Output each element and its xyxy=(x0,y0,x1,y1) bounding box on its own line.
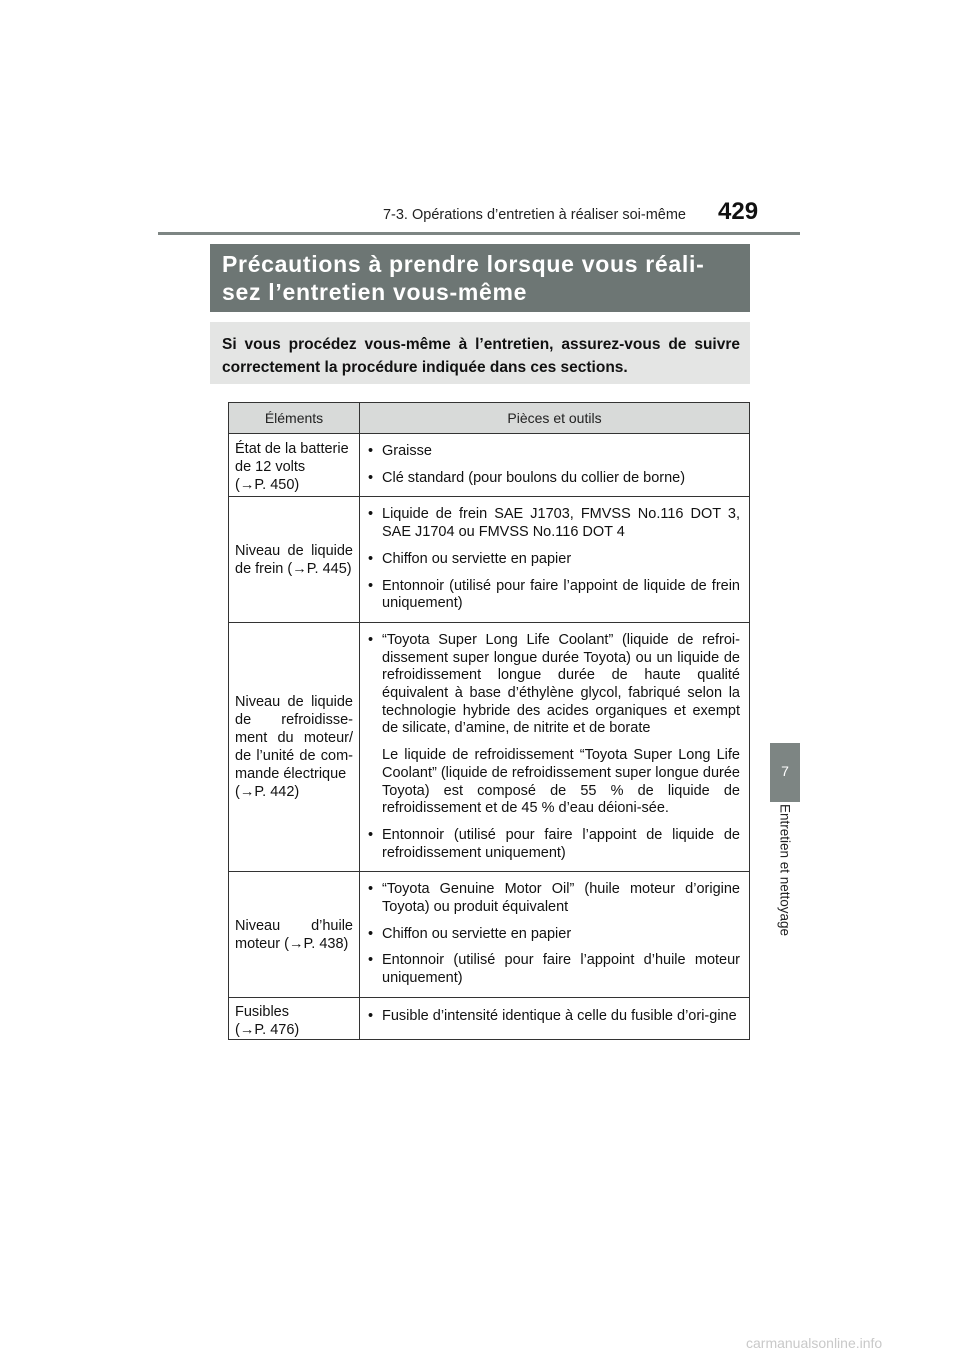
table-row xyxy=(229,872,750,998)
item-line: Niveau de liquide de refroidisse-ment du moteur/ de l’unité de com-mande électrique xyxy=(235,694,353,783)
section-title-line-2: sez l’entretien vous-même xyxy=(222,279,528,305)
table-row xyxy=(229,497,750,623)
item-cell-battery xyxy=(229,434,360,497)
section-title xyxy=(210,244,750,312)
parts-cell-engine-oil xyxy=(360,872,750,998)
list-item: • “Toyota Genuine Motor Oil” (huile moteur d’origine Toyota) ou produit équivalent xyxy=(366,881,740,916)
chapter-header-title: 7-3. Opérations d’entretien à réaliser soi-même xyxy=(382,207,686,223)
item-line: Niveau d’huile moteur (→P. 438) xyxy=(235,917,353,952)
list-item: • Chiffon ou serviette en papier xyxy=(366,926,740,944)
item-line: État de la batterie xyxy=(235,441,349,457)
page-number: 429 xyxy=(718,198,759,225)
item-line: Fusibles xyxy=(235,1003,289,1020)
column-header-items: Éléments xyxy=(229,403,360,434)
list-item: • Chiffon ou serviette en papier xyxy=(366,551,740,569)
list-item: • Clé standard (pour boulons du collier de borne) xyxy=(366,470,740,488)
chapter-tab-rule xyxy=(770,800,800,802)
list-item: • Entonnoir (utilisé pour faire l’appoint de liquide de refroidissement uniquement) xyxy=(366,827,740,862)
chapter-side-label: Entretien et nettoyage xyxy=(777,803,793,937)
item-page-ref: (→P. 450) xyxy=(235,477,300,493)
header-rule xyxy=(158,232,800,235)
column-header-parts: Pièces et outils xyxy=(360,403,750,434)
coolant-note: Le liquide de refroidissement “Toyota Super Long Life Coolant” (liquide de refroidissement super longue durée Toyota) est composé de 55 % de liquide de refroidissement et de 45 % d’eau déioni-sée. xyxy=(382,747,740,817)
parts-cell-fuses xyxy=(360,997,750,1039)
footer-watermark: carmanualsonline.info xyxy=(746,1335,883,1351)
item-page-ref: (→P. 442) xyxy=(235,784,300,801)
item-page-ref: (→P. 476) xyxy=(235,1021,300,1038)
item-cell-brake-fluid xyxy=(229,497,360,623)
maintenance-parts-table xyxy=(228,402,750,1040)
chapter-tab: 7 xyxy=(770,743,800,800)
table-row xyxy=(229,997,750,1039)
parts-cell-coolant xyxy=(360,622,750,871)
list-item: • Liquide de frein SAE J1703, FMVSS No.116 DOT 3, SAE J1704 ou FMVSS No.116 DOT 4 xyxy=(366,506,740,541)
intro-box: Si vous procédez vous-même à l’entretien, assurez-vous de suivre correctement la procédure indiquée dans ces sections. xyxy=(210,322,750,384)
item-line: de 12 volts xyxy=(235,459,306,475)
item-cell-engine-oil xyxy=(229,872,360,998)
list-item: • Graisse xyxy=(366,443,740,461)
section-title-line-1: Précautions à prendre lorsque vous réali- xyxy=(222,251,705,277)
table-row xyxy=(229,622,750,871)
item-cell-coolant xyxy=(229,622,360,871)
item-line: Niveau de liquide de frein (→P. 445) xyxy=(235,542,353,577)
list-item: • Entonnoir (utilisé pour faire l’appoint de liquide de frein uniquement) xyxy=(366,578,740,613)
table-row xyxy=(229,434,750,497)
list-item: • Fusible d’intensité identique à celle du fusible d’ori-gine xyxy=(366,1008,740,1026)
item-cell-fuses xyxy=(229,997,360,1039)
parts-cell-battery xyxy=(360,434,750,497)
list-item: • “Toyota Super Long Life Coolant” (liquide de refroi-dissement super longue durée Toyota) ou un liquide de refroidissement longue durée de haute qualité équivalent à base d’éthylène glycol, fabriqué selon la technologie hybride des acides organiques et exempt de silicate, d’amine, de nitrite et de borate xyxy=(366,632,740,738)
list-item: • Entonnoir (utilisé pour faire l’appoint d’huile moteur uniquement) xyxy=(366,952,740,987)
parts-cell-brake-fluid xyxy=(360,497,750,623)
table-header-row xyxy=(229,403,750,434)
